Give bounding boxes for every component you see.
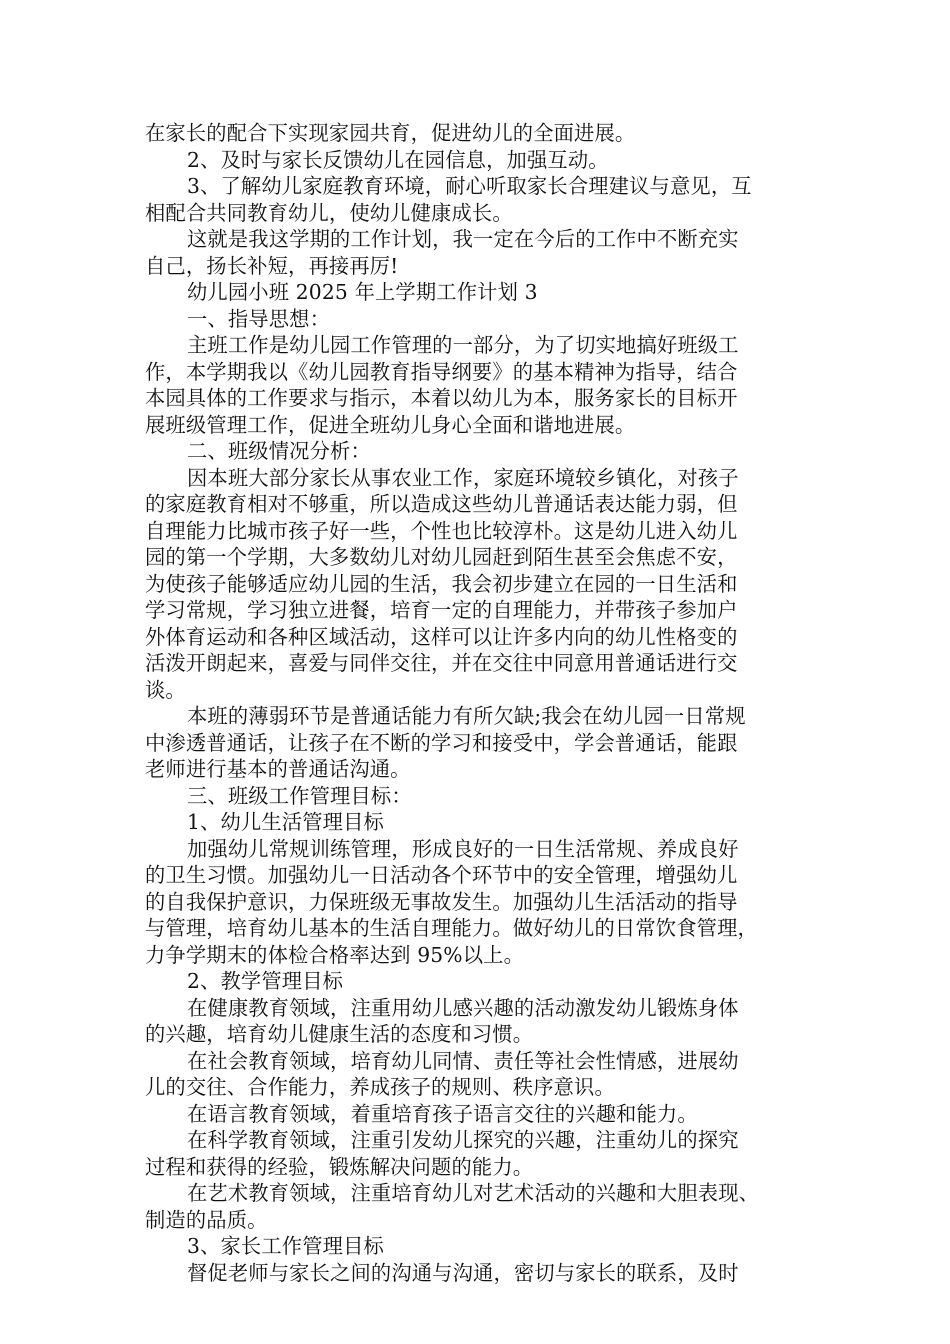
document-page: [145, 120, 815, 1286]
document-body: [145, 120, 815, 1286]
text-line: 在语言教育领域，着重培育孩子语言交往的兴趣和能力。: [187, 1101, 698, 1126]
text-line: 谈。: [145, 677, 186, 702]
text-line: 的家庭教育相对不够重，所以造成这些幼儿普通话表达能力弱，但: [145, 492, 738, 516]
text-line: 的卫生习惯。加强幼儿一日活动各个环节中的安全管理，增强幼儿: [145, 863, 738, 887]
text-line: 的自我保护意识，力保班级无事故发生。加强幼儿生活活动的指导: [145, 889, 738, 914]
text-line: 活泼开朗起来，喜爱与同伴交往，并在交往中同意用普通话进行交: [145, 651, 738, 675]
text-line: 2、教学管理目标: [187, 969, 344, 993]
text-line: 一、指导思想：: [187, 306, 331, 331]
text-line: 因本班大部分家长从事农业工作，家庭环境较乡镇化，对孩子: [187, 465, 739, 490]
text-line: 自己，扬长补短，再接再厉!: [145, 253, 399, 278]
text-line: 在艺术教育领域，注重培育幼儿对艺术活动的兴趣和大胆表现、: [187, 1181, 760, 1205]
text-line: 加强幼儿常规训练管理，形成良好的一日生活常规、养成良好: [187, 836, 739, 861]
text-line: 中渗透普通话，让孩子在不断的学习和接受中，学会普通话，能跟: [145, 730, 738, 755]
text-line: 1、幼儿生活管理目标: [187, 810, 384, 834]
text-line: 在科学教育领域，注重引发幼儿探究的兴趣，注重幼儿的探究: [187, 1128, 739, 1152]
text-line: 幼儿园小班 2025 年上学期工作计划 3: [187, 280, 538, 304]
text-line: 主班工作是幼儿园工作管理的一部分，为了切实地搞好班级工: [187, 333, 739, 357]
text-line: 在社会教育领域，培育幼儿同情、责任等社会性情感，进展幼: [187, 1048, 739, 1073]
text-line: 儿的交往、合作能力，养成孩子的规则、秩序意识。: [145, 1075, 615, 1099]
text-line: 三、班级工作管理目标：: [187, 783, 412, 808]
text-line: 的兴趣，培育幼儿健康生活的态度和习惯。: [145, 1022, 534, 1046]
text-line: 督促老师与家长之间的沟通与沟通，密切与家长的联系，及时: [187, 1260, 739, 1285]
text-line: 在健康教育领域，注重用幼儿感兴趣的活动激发幼儿锻炼身体: [187, 995, 739, 1020]
text-line: 展班级管理工作，促进全班幼儿身心全面和谐地进展。: [145, 412, 636, 437]
text-line: 老师进行基本的普通话沟通。: [145, 757, 411, 781]
text-line: 为使孩子能够适应幼儿园的生活，我会初步建立在园的一日生活和: [145, 571, 738, 596]
text-line: 作，本学期我以《幼儿园教育指导纲要》的基本精神为指导，结合: [145, 359, 738, 384]
text-line: 园的第一个学期，大多数幼儿对幼儿园赶到陌生甚至会焦虑不安，: [145, 545, 738, 569]
text-line: 与管理，培育幼儿基本的生活自理能力。做好幼儿的日常饮食管理，: [145, 916, 758, 940]
text-line: 制造的品质。: [145, 1207, 268, 1232]
text-line: 力争学期末的体检合格率达到 95%以上。: [145, 942, 525, 967]
text-line: 这就是我这学期的工作计划，我一定在今后的工作中不断充实: [187, 227, 739, 251]
text-line: 外体育运动和各种区域活动，这样可以让许多内向的幼儿性格变的: [145, 624, 738, 649]
text-line: 2、及时与家长反馈幼儿在园信息，加强互动。: [187, 147, 609, 172]
text-line: 二、班级情况分析：: [187, 439, 371, 463]
text-line: 相配合共同教育幼儿，使幼儿健康成长。: [145, 200, 513, 225]
text-line: 本园具体的工作要求与指示，本着以幼儿为本，服务家长的目标开: [145, 386, 738, 410]
text-line: 3、家长工作管理目标: [187, 1234, 384, 1258]
text-line: 过程和获得的经验，锻炼解决问题的能力。: [145, 1154, 534, 1179]
text-line: 本班的薄弱环节是普通话能力有所欠缺;我会在幼儿园一日常规: [187, 704, 746, 728]
text-line: 在家长的配合下实现家园共育，促进幼儿的全面进展。: [145, 121, 636, 145]
text-line: 3、了解幼儿家庭教育环境，耐心听取家长合理建议与意见，互: [187, 174, 752, 198]
text-line: 自理能力比城市孩子好一些，个性也比较淳朴。这是幼儿进入幼儿: [145, 518, 738, 543]
text-line: 学习常规，学习独立进餐，培育一定的自理能力，并带孩子参加户: [145, 598, 738, 622]
